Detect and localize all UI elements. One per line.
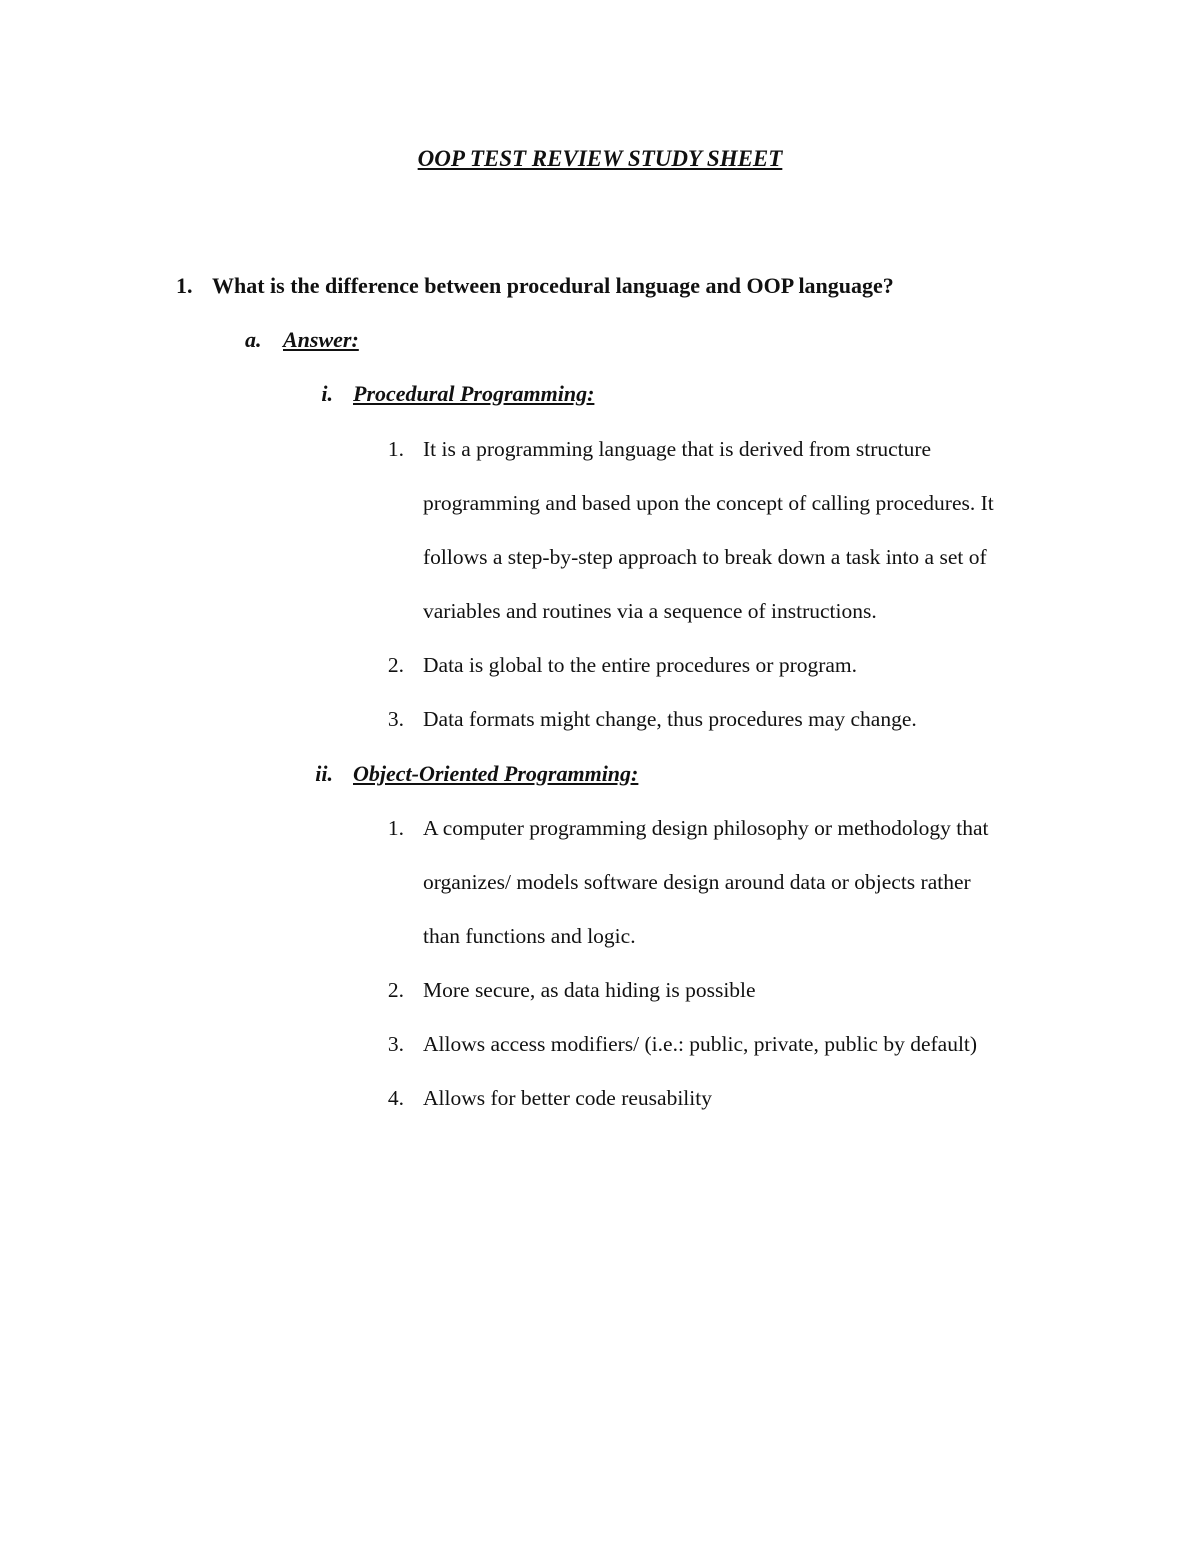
procedural-item-1-line-4: variables and routines via a sequence of instructions. (423, 599, 877, 623)
oop-item-1-line-3: than functions and logic. (423, 924, 636, 948)
answer-marker: a. (245, 327, 262, 352)
page-title: OOP TEST REVIEW STUDY SHEET (417, 146, 783, 171)
procedural-item-1-line-1: It is a programming language that is derived from structure (423, 437, 932, 461)
procedural-item-1-line-2: programming and based upon the concept of calling procedures. It (423, 491, 994, 515)
question-text: What is the difference between procedural language and OOP language? (212, 273, 894, 298)
procedural-item-1-line-3: follows a step-by-step approach to break down a task into a set of (423, 545, 987, 569)
procedural-item-3-text: Data formats might change, thus procedures may change. (423, 707, 917, 731)
oop-item-2-number: 2. (387, 978, 404, 1002)
oop-item-3-number: 3. (387, 1032, 404, 1056)
procedural-heading: Procedural Programming: (353, 381, 595, 406)
procedural-item-2-number: 2. (387, 653, 404, 677)
oop-item-1-line-2: organizes/ models software design around data or objects rather (423, 870, 971, 894)
procedural-item-3-number: 3. (387, 707, 404, 731)
oop-item-1-number: 1. (387, 816, 404, 840)
question-number: 1. (176, 273, 193, 298)
oop-item-4-text: Allows for better code reusability (423, 1086, 712, 1110)
oop-item-1-line-1: A computer programming design philosophy or methodology that (423, 816, 989, 840)
oop-item-2-text: More secure, as data hiding is possible (423, 978, 756, 1002)
oop-heading: Object-Oriented Programming: (353, 761, 639, 786)
procedural-item-1-number: 1. (387, 437, 404, 461)
oop-marker: ii. (315, 761, 333, 786)
oop-item-3-text: Allows access modifiers/ (i.e.: public, private, public by default) (423, 1032, 978, 1056)
oop-item-4-number: 4. (387, 1086, 404, 1110)
procedural-item-2-text: Data is global to the entire procedures or program. (423, 653, 858, 677)
procedural-marker: i. (321, 381, 333, 406)
answer-label: Answer: (283, 327, 359, 352)
